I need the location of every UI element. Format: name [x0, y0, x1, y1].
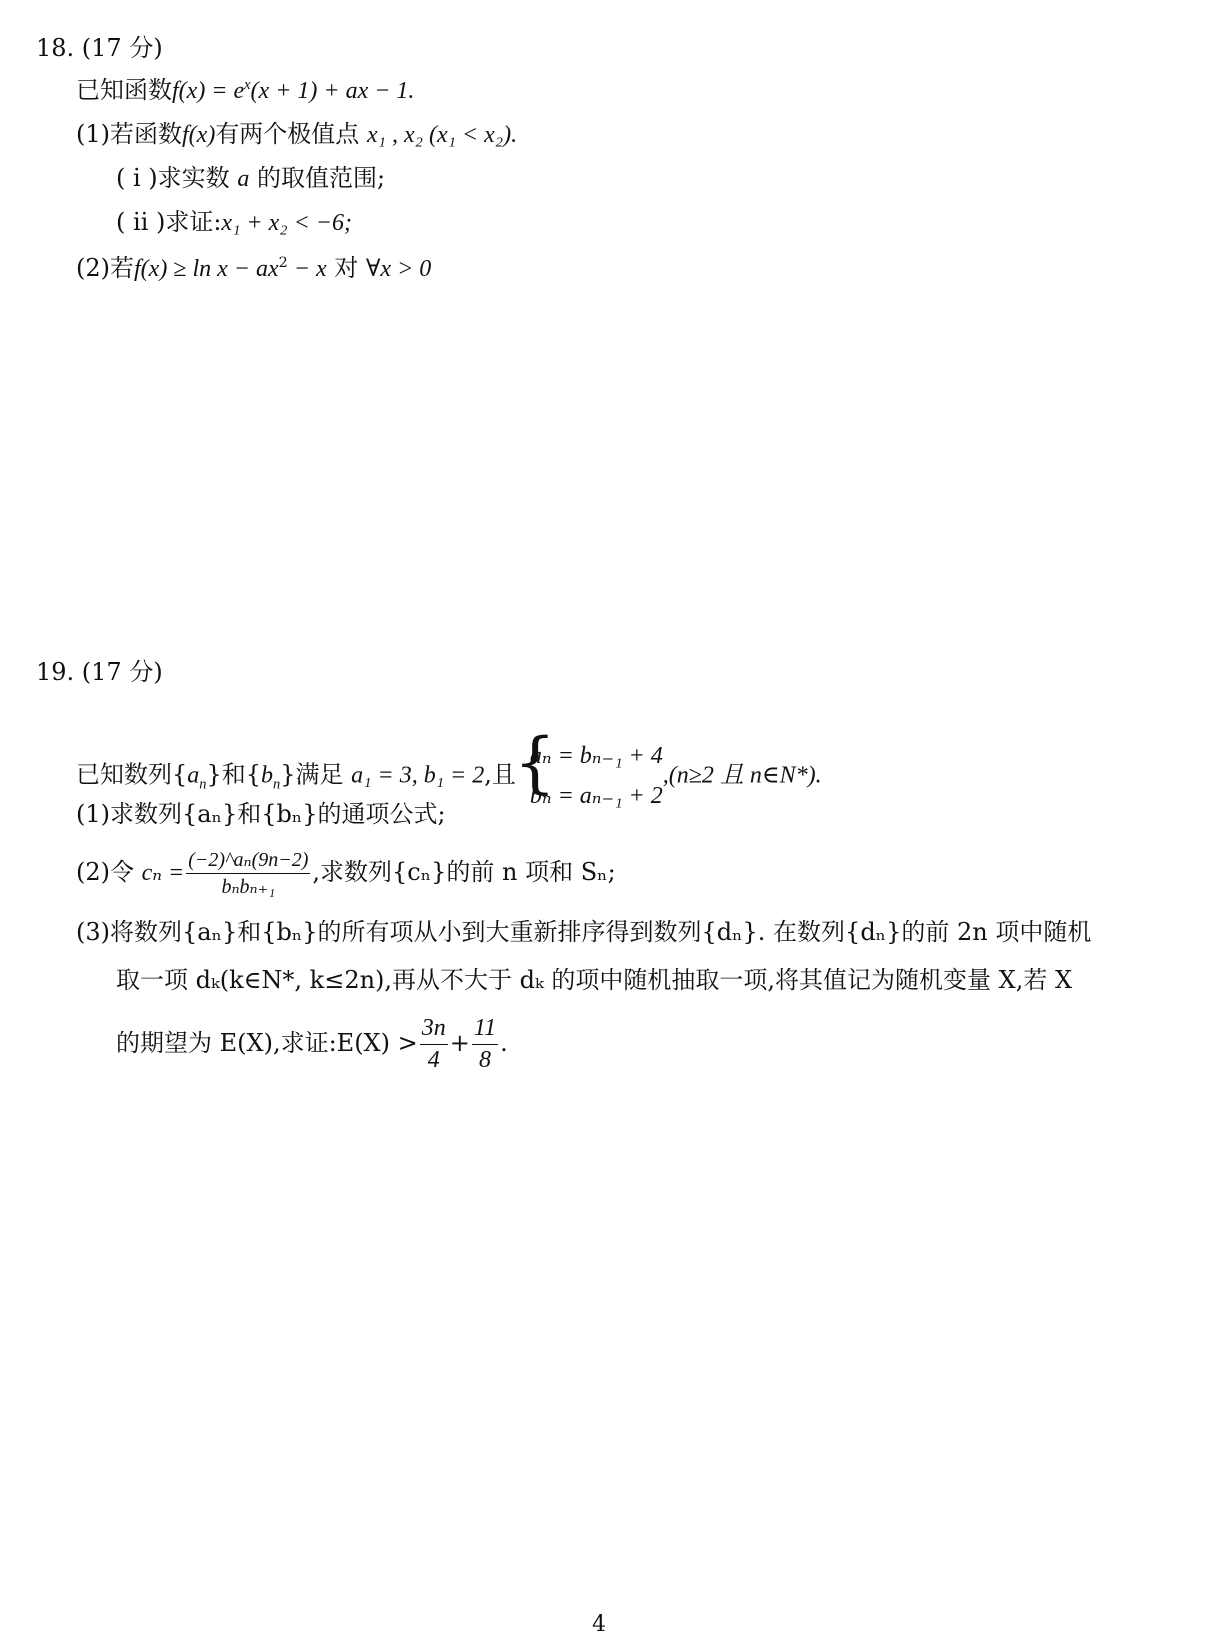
q19-part3-fraction-1 — [420, 1014, 448, 1075]
q18-header: 18. (17 分) — [36, 34, 163, 62]
q19-part2-cn: cₙ = — [141, 860, 185, 886]
q19-part2-numerator: (−2)^aₙ(9n−2) — [186, 848, 310, 874]
q19-stem-b: }和{ — [206, 760, 262, 789]
q18-part1-ii-label: ( ⅱ )求证: — [116, 208, 222, 236]
q19-header: 19. (17 分) — [36, 658, 163, 686]
q19-part3-plus: + — [449, 1028, 470, 1057]
q18-part1-ii — [116, 208, 352, 238]
q18-part1-i-rest: 的取值范围; — [256, 164, 386, 192]
page-number: 4 — [592, 1612, 606, 1637]
q19-part2-rest: ,求数列{cₙ}的前 n 项和 Sₙ; — [312, 858, 616, 886]
q18-stem-prefix: 已知函数 — [76, 76, 172, 104]
q19-part3-fraction-2 — [472, 1014, 498, 1075]
q19-case-1: aₙ = bₙ₋₁ + 4 — [529, 743, 663, 769]
q19-part3-fraction-2-den: 8 — [478, 1046, 491, 1073]
q19-part1: (1)求数列{aₙ}和{bₙ}的通项公式; — [76, 800, 446, 828]
q18-part2-exp: 2 — [278, 255, 288, 271]
q19-part3-line2: 取一项 dₖ(k∈N*, k≤2n),再从不大于 dₖ 的项中随机抽取一项,将其值记为随机变量 X,若 X — [116, 966, 1073, 994]
q19-part3-fraction-1-num: 3n — [420, 1014, 448, 1045]
q19-part3-line3-text: 的期望为 E(X),求证:E(X) > — [116, 1028, 418, 1057]
q18-part1-mid: 有两个极值点 — [215, 120, 360, 148]
q19-stem-bn-sub: n — [273, 776, 281, 793]
q18-part1-i-var: a — [237, 166, 250, 192]
q19-part2-fraction — [186, 848, 310, 899]
q18-part2-math-b: − x — [287, 256, 327, 282]
q18-stem-rest: (x + 1) + ax − 1. — [250, 78, 415, 104]
q18-part2 — [76, 254, 431, 284]
q19-part3-fraction-2-num: 11 — [472, 1014, 498, 1045]
q19-stem-d: ,且 — [484, 760, 516, 789]
q19-part3-fraction-1-den: 4 — [427, 1046, 440, 1073]
q19-stem-bn: b — [261, 762, 274, 789]
left-brace-icon: { — [513, 724, 556, 801]
q19-case-2: bₙ = aₙ₋₁ + 2 — [529, 783, 663, 809]
q19-stem-c: }满足 — [280, 760, 344, 789]
q19-stem-init: a₁ = 3, b₁ = 2 — [351, 762, 485, 789]
q18-part1-i-label: ( ⅰ )求实数 — [116, 164, 230, 192]
q18-stem-func: f(x) = e — [172, 78, 245, 104]
q19-part3-end: . — [500, 1028, 508, 1057]
q18-part1 — [76, 120, 517, 150]
q18-part2-math-c: ∀x > 0 — [365, 256, 432, 282]
q19-part3-line3 — [116, 1014, 508, 1075]
q19-stem-an: a — [187, 762, 200, 789]
q19-stem-a: 已知数列{ — [76, 760, 188, 789]
q18-part1-i — [116, 164, 385, 194]
q19-part2-label: (2)令 — [76, 858, 134, 886]
q18-part2-mid: 对 — [326, 254, 366, 282]
q18-part1-ii-math: x₁ + x₂ < −6; — [221, 210, 352, 236]
q19-stem-an-sub: n — [199, 776, 207, 793]
q18-stem — [76, 76, 414, 106]
q18-part1-prefix: (1)若函数 — [76, 120, 182, 148]
q18-stem-exp: x — [244, 77, 251, 93]
q19-stem-cond: ,(n≥2 且 n∈N*). — [662, 762, 822, 789]
q19-recurrence-system — [513, 724, 663, 816]
q18-part1-vars: x₁ , x₂ (x₁ < x₂). — [366, 122, 518, 148]
q19-part3-line1: (3)将数列{aₙ}和{bₙ}的所有项从小到大重新排序得到数列{dₙ}. 在数列{dₙ}的前 2n 项中随机 — [76, 918, 1092, 946]
q18-part1-func: f(x) — [182, 122, 216, 148]
q19-part2 — [76, 848, 616, 899]
q19-part2-denominator: bₙbₙ₊₁ — [221, 876, 276, 898]
q18-part2-math-a: f(x) ≥ ln x − ax — [134, 256, 279, 282]
q18-part2-label: (2)若 — [76, 254, 134, 282]
